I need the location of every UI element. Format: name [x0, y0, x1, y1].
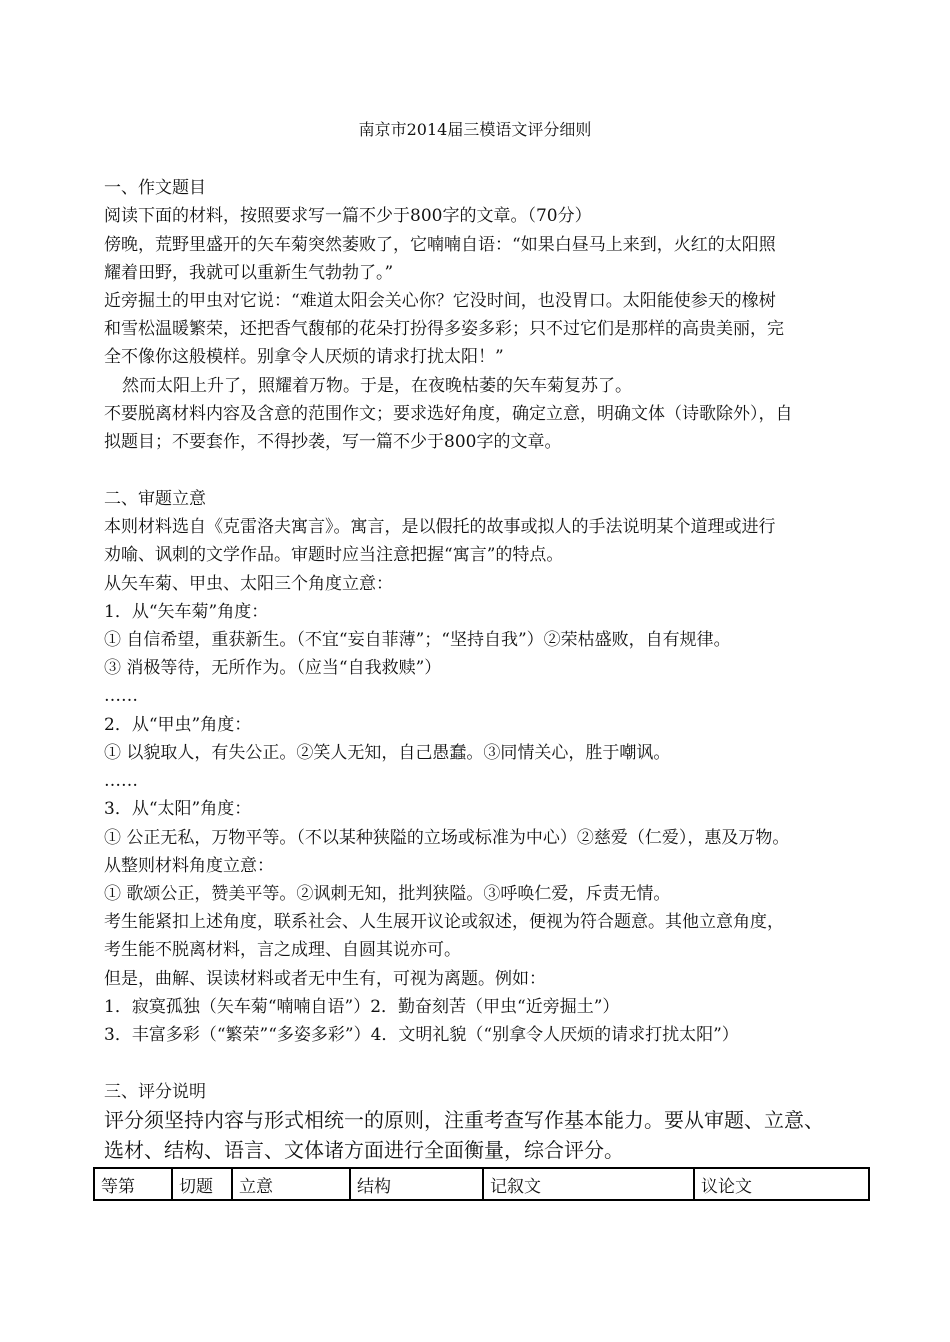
- paragraph-line: 考生能不脱离材料，言之成理、自圆其说亦可。: [104, 940, 461, 960]
- paragraph-line: 近旁掘土的甲虫对它说：“难道太阳会关心你？它没时间，也没胃口。太阳能使参天的橡树: [104, 291, 776, 311]
- paragraph-line: ① 歌颂公正，赞美平等。②讽刺无知，批判狭隘。③呼唤仁爱，斥责无情。: [104, 884, 671, 904]
- paragraph-line: 3．丰富多彩（“繁荣”“多姿多彩”）4．文明礼貌（“别拿令人厌烦的请求打扰太阳”）: [104, 1025, 739, 1045]
- section3-heading: 三、评分说明: [104, 1082, 206, 1102]
- paragraph-line: 从整则材料角度立意：: [104, 856, 274, 876]
- table-header-cell: 等第: [94, 1168, 172, 1200]
- paragraph-line: ③ 消极等待，无所作为。（应当“自我救赎”）: [104, 658, 442, 678]
- paragraph-line: 然而太阳上升了，照耀着万物。于是，在夜晚枯萎的矢车菊复苏了。: [122, 376, 632, 396]
- paragraph-line: 和雪松温暖繁荣，还把香气馥郁的花朵打扮得多姿多彩；只不过它们是那样的高贵美丽，完: [104, 319, 784, 339]
- table-header-row: [94, 1168, 869, 1200]
- table-header-cell: 议论文: [694, 1168, 869, 1200]
- paragraph-line: 从矢车菊、甲虫、太阳三个角度立意：: [104, 574, 393, 594]
- paragraph-line: 耀着田野，我就可以重新生气勃勃了。”: [104, 263, 394, 283]
- paragraph-line: ① 自信希望，重获新生。（不宜“妄自菲薄”；“坚持自我”）②荣枯盛败，自有规律。: [104, 630, 731, 650]
- paragraph-line: 傍晚，荒野里盛开的矢车菊突然萎败了，它喃喃自语：“如果白昼马上来到，火红的太阳照: [104, 235, 776, 255]
- paragraph-line: 选材、结构、语言、文体诸方面进行全面衡量，综合评分。: [104, 1138, 624, 1162]
- paragraph-line: ① 公正无私，万物平等。（不以某种狭隘的立场或标准为中心）②慈爱（仁爱），惠及万物。: [104, 828, 790, 848]
- paragraph-line: 3．从“太阳”角度：: [104, 799, 252, 819]
- scoring-table: [93, 1167, 870, 1201]
- paragraph-line: 考生能紧扣上述角度，联系社会、人生展开议论或叙述，便视为符合题意。其他立意角度，: [104, 912, 784, 932]
- paragraph-line: 拟题目；不要套作，不得抄袭，写一篇不少于800字的文章。: [104, 432, 562, 452]
- document-title: 南京市2014届三模语文评分细则: [358, 120, 592, 139]
- paragraph-line: ① 以貌取人，有失公正。②笑人无知，自己愚蠢。③同情关心，胜于嘲讽。: [104, 743, 671, 763]
- paragraph-line: 不要脱离材料内容及含意的范围作文；要求选好角度，确定立意，明确文体（诗歌除外），自: [104, 404, 793, 424]
- paragraph-line: 阅读下面的材料，按照要求写一篇不少于800字的文章。（70分）: [104, 206, 592, 226]
- ellipsis-line: ……: [104, 771, 138, 791]
- paragraph-line: 评分须坚持内容与形式相统一的原则，注重考查写作基本能力。要从审题、立意、: [104, 1108, 824, 1132]
- section1-heading: 一、作文题目: [104, 178, 206, 198]
- paragraph-line: 1．寂寞孤独（矢车菊“喃喃自语”）2．勤奋刻苦（甲虫“近旁掘土”）: [104, 997, 620, 1017]
- section2-heading: 二、审题立意: [104, 489, 206, 509]
- paragraph-line: 但是，曲解、误读材料或者无中生有，可视为离题。例如：: [104, 969, 546, 989]
- table-header-cell: 立意: [232, 1168, 350, 1200]
- table-header-cell: 结构: [350, 1168, 483, 1200]
- table-header-cell: 记叙文: [483, 1168, 694, 1200]
- paragraph-line: 2．从“甲虫”角度：: [104, 715, 252, 735]
- paragraph-line: 全不像你这般模样。别拿令人厌烦的请求打扰太阳！”: [104, 347, 504, 367]
- ellipsis-line: ……: [104, 686, 138, 706]
- paragraph-line: 1．从“矢车菊”角度：: [104, 602, 269, 622]
- paragraph-line: 本则材料选自《克雷洛夫寓言》。寓言，是以假托的故事或拟人的手法说明某个道理或进行: [104, 517, 776, 537]
- table-header-cell: 切题: [172, 1168, 232, 1200]
- paragraph-line: 劝喻、讽刺的文学作品。审题时应当注意把握“寓言”的特点。: [104, 545, 564, 565]
